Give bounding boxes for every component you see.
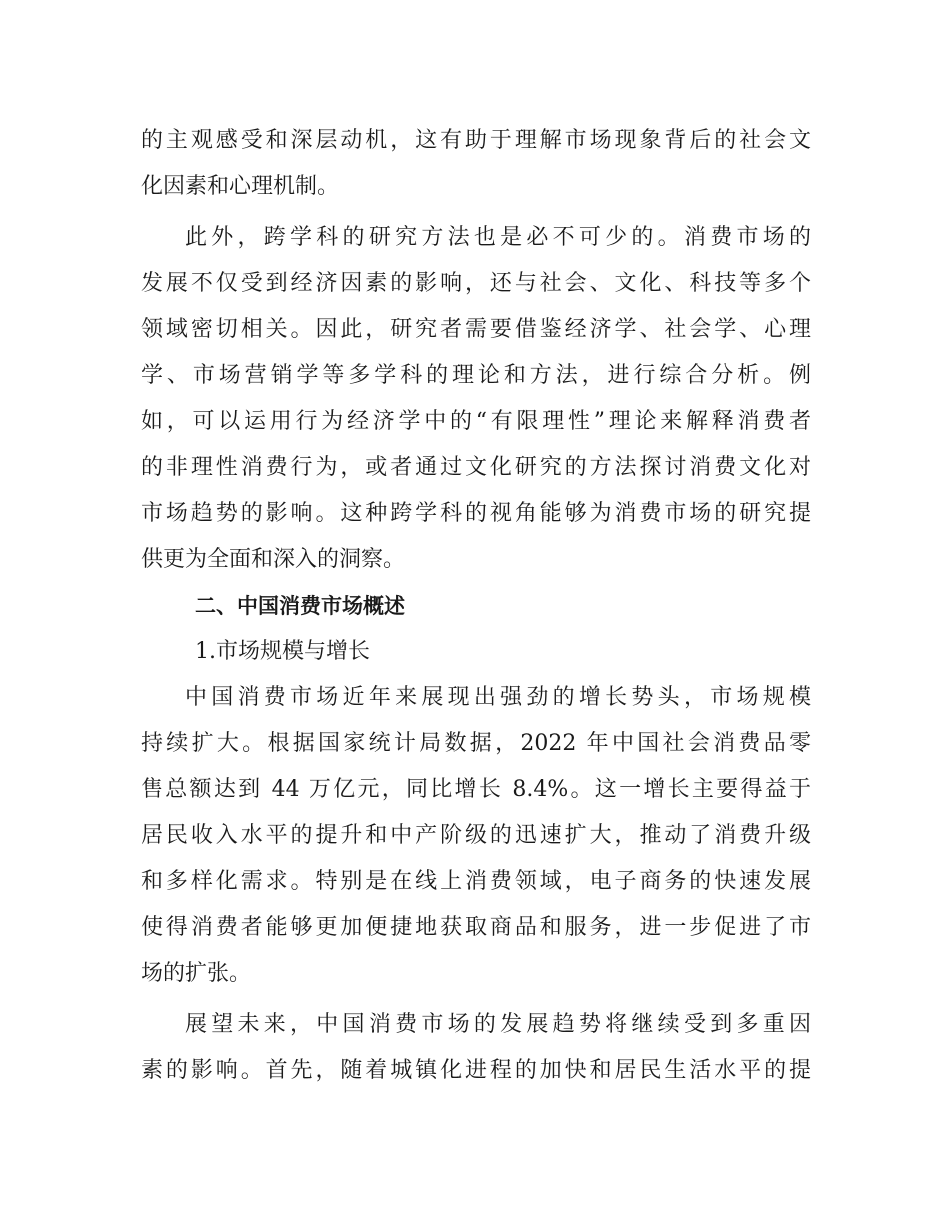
paragraph (141, 1002, 811, 1094)
text-line: 发展不仅受到经济因素的影响，还与社会、文化、科技等多个 (141, 271, 811, 296)
section-heading: 二、中国消费市场概述 (195, 594, 405, 618)
text-line: 中国消费市场近年来展现出强劲的增长势头，市场规模 (185, 685, 811, 710)
paragraph (141, 675, 811, 997)
text-line: 供更为全面和深入的洞察。 (141, 547, 406, 572)
text-line: 如，可以运用行为经济学中的“有限理性”理论来解释消费者 (141, 409, 811, 434)
text-line: 使得消费者能够更加便捷地获取商品和服务，进一步促进了市 (141, 915, 811, 940)
paragraph (141, 215, 811, 583)
text-line: 领域密切相关。因此，研究者需要借鉴经济学、社会学、心理 (141, 317, 811, 342)
text-line: 市场趋势的影响。这种跨学科的视角能够为消费市场的研究提 (141, 501, 811, 526)
text-line: 展望未来，中国消费市场的发展趋势将继续受到多重因 (185, 1012, 811, 1037)
text-line: 和多样化需求。特别是在线上消费领域，电子商务的快速发展 (141, 869, 811, 894)
text-line: 的主观感受和深层动机，这有助于理解市场现象背后的社会文 (141, 128, 811, 153)
text-line: 化因素和心理机制。 (141, 174, 340, 199)
subsection-heading: 1.市场规模与增长 (195, 639, 370, 664)
document-body (141, 118, 811, 1094)
text-line: 居民收入水平的提升和中产阶级的迅速扩大，推动了消费升级 (141, 823, 811, 848)
text-line: 素的影响。首先，随着城镇化进程的加快和居民生活水平的提 (141, 1058, 811, 1083)
paragraph (141, 118, 811, 210)
text-line: 学、市场营销学等多学科的理论和方法，进行综合分析。例 (141, 363, 811, 388)
text-line: 持续扩大。根据国家统计局数据，2022 年中国社会消费品零 (141, 731, 811, 756)
text-line: 场的扩张。 (141, 961, 252, 986)
text-line: 此外，跨学科的研究方法也是必不可少的。消费市场的 (185, 225, 811, 250)
text-line: 的非理性消费行为，或者通过文化研究的方法探讨消费文化对 (141, 455, 811, 480)
text-line: 售总额达到 44 万亿元，同比增长 8.4%。这一增长主要得益于 (141, 777, 811, 802)
